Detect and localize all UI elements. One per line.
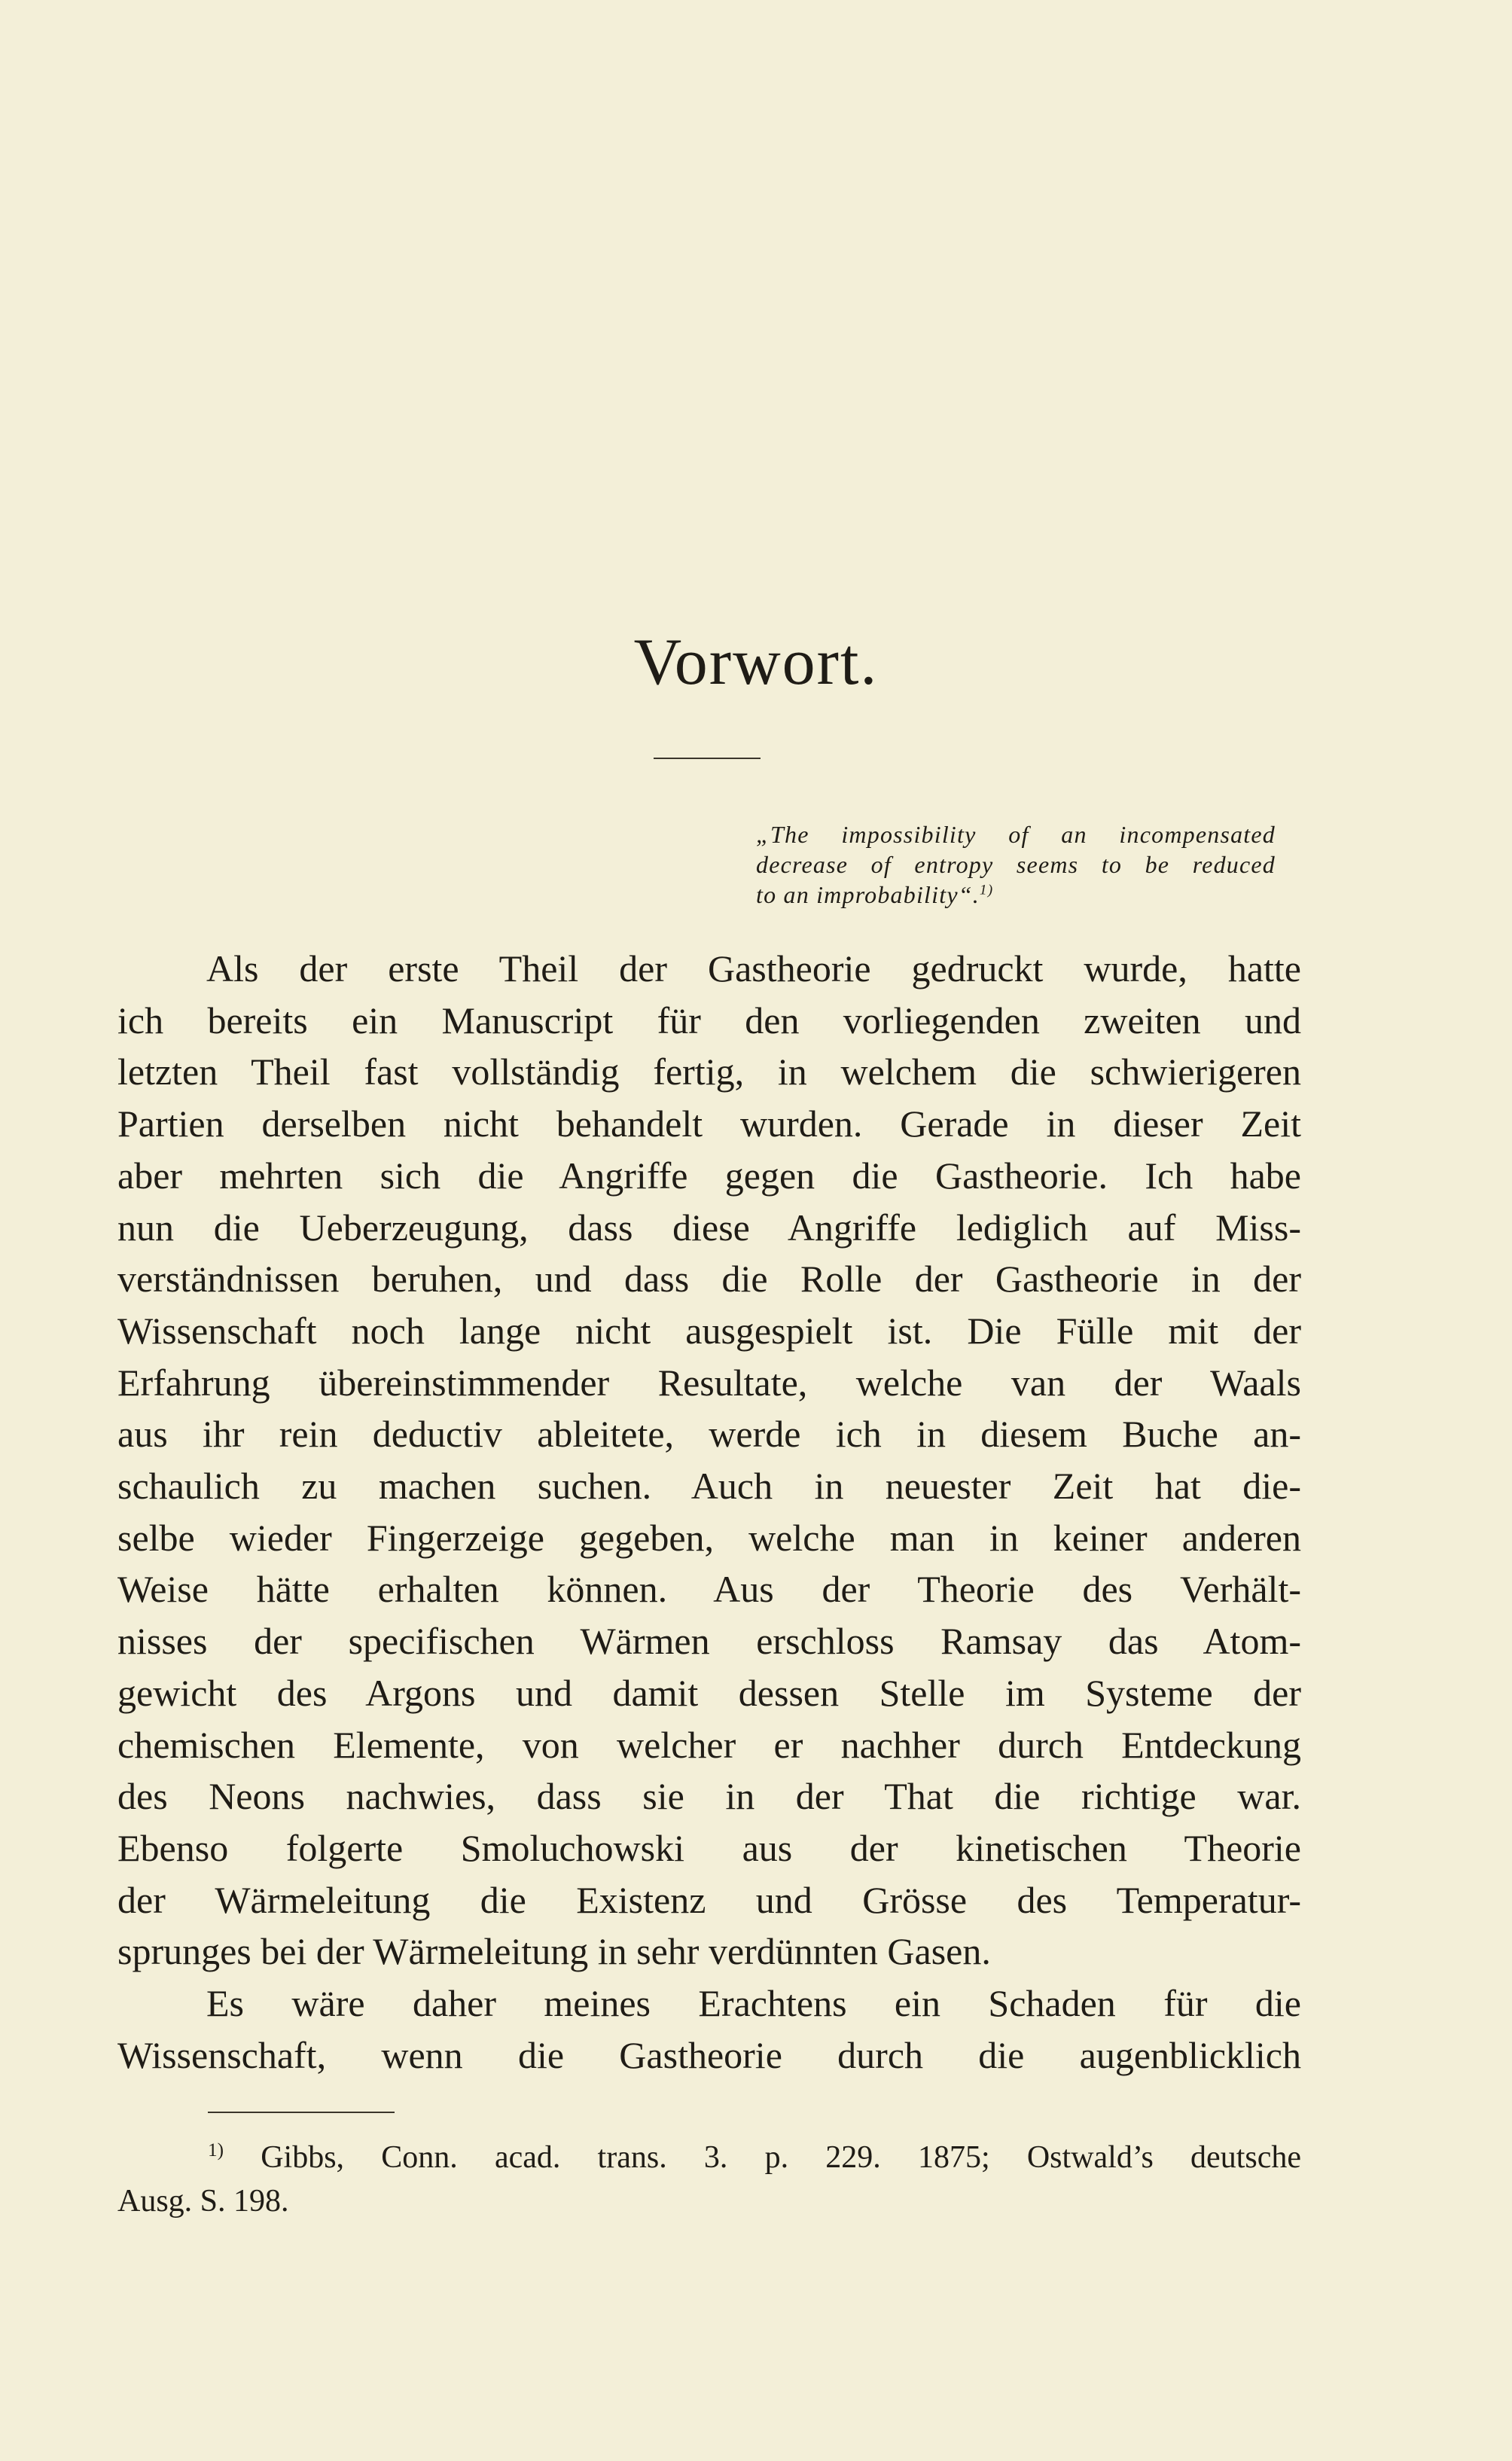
footnote-mark: 1) — [208, 2140, 224, 2161]
footnote-text: Gibbs, Conn. acad. trans. 3. p. 229. 1875; Ostwald’s deutsche — [261, 2140, 1301, 2175]
body-line: Wissenschaft, wenn die Gastheorie durch die augenblicklich — [117, 2033, 1301, 2076]
body-line: Ebenso folgerte Smoluchowski aus der kinetischen Theorie — [117, 1826, 1301, 1869]
footnote-line — [117, 2136, 1301, 2179]
body-line: chemischen Elemente, von welcher er nachher durch Entdeckung — [117, 1723, 1301, 1766]
body-line: Weise hätte erhalten können. Aus der Theorie des Verhält- — [117, 1568, 1301, 1611]
body-line: aber mehrten sich die Angriffe gegen die Gastheorie. Ich habe — [117, 1154, 1301, 1197]
body-line: verständnissen beruhen, und dass die Rolle der Gastheorie in der — [117, 1258, 1301, 1301]
body-line: Erfahrung übereinstimmender Resultate, welche van der Waals — [117, 1361, 1301, 1404]
body-line: Wissenschaft noch lange nicht ausgespielt ist. Die Fülle mit der — [117, 1309, 1301, 1352]
preface-body — [117, 943, 1301, 2081]
footnote-line: Ausg. S. 198. — [117, 2184, 289, 2219]
page-title: Vorwort. — [633, 626, 879, 699]
body-line: des Neons nachwies, dass sie in der That die richtige war. — [117, 1775, 1301, 1818]
body-line: nun die Ueberzeugung, dass diese Angriffe lediglich auf Miss- — [117, 1206, 1301, 1249]
epigraph-line: „The impossibility of an incompensated — [756, 821, 1276, 848]
body-line: der Wärmeleitung die Existenz und Grösse des Temperatur- — [117, 1878, 1301, 1921]
body-line: schaulich zu machen suchen. Auch in neuester Zeit hat die- — [117, 1465, 1301, 1508]
epigraph-line: decrease of entropy seems to be reduced — [756, 851, 1276, 878]
title-divider — [654, 758, 761, 759]
body-line: selbe wieder Fingerzeige gegeben, welche man in keiner anderen — [117, 1516, 1301, 1559]
body-line: aus ihr rein deductiv ableitete, werde ich in diesem Buche an- — [117, 1413, 1301, 1456]
footnote-divider — [208, 2112, 395, 2113]
body-line: ich bereits ein Manuscript für den vorliegenden zweiten und — [117, 999, 1301, 1041]
epigraph-line — [756, 880, 1276, 910]
epigraph — [756, 819, 1276, 910]
body-line: sprunges bei der Wärmeleitung in sehr verdünnten Gasen. — [117, 1930, 991, 1973]
body-line: Es wäre daher meines Erachtens ein Schaden für die — [206, 1982, 1301, 2025]
body-line: nisses der specifischen Wärmen erschloss Ramsay das Atom- — [117, 1620, 1301, 1663]
body-line: Als der erste Theil der Gastheorie gedruckt wurde, hatte — [206, 947, 1301, 990]
epigraph-note-mark: 1) — [979, 882, 994, 898]
body-line: letzten Theil fast vollständig fertig, in welchem die schwierigeren — [117, 1051, 1301, 1093]
body-line: gewicht des Argons und damit dessen Stelle im Systeme der — [117, 1671, 1301, 1714]
footnote — [117, 2136, 1301, 2223]
epigraph-line-text: to an improbability“. — [756, 881, 980, 908]
body-line: Partien derselben nicht behandelt wurden. Gerade in dieser Zeit — [117, 1102, 1301, 1145]
